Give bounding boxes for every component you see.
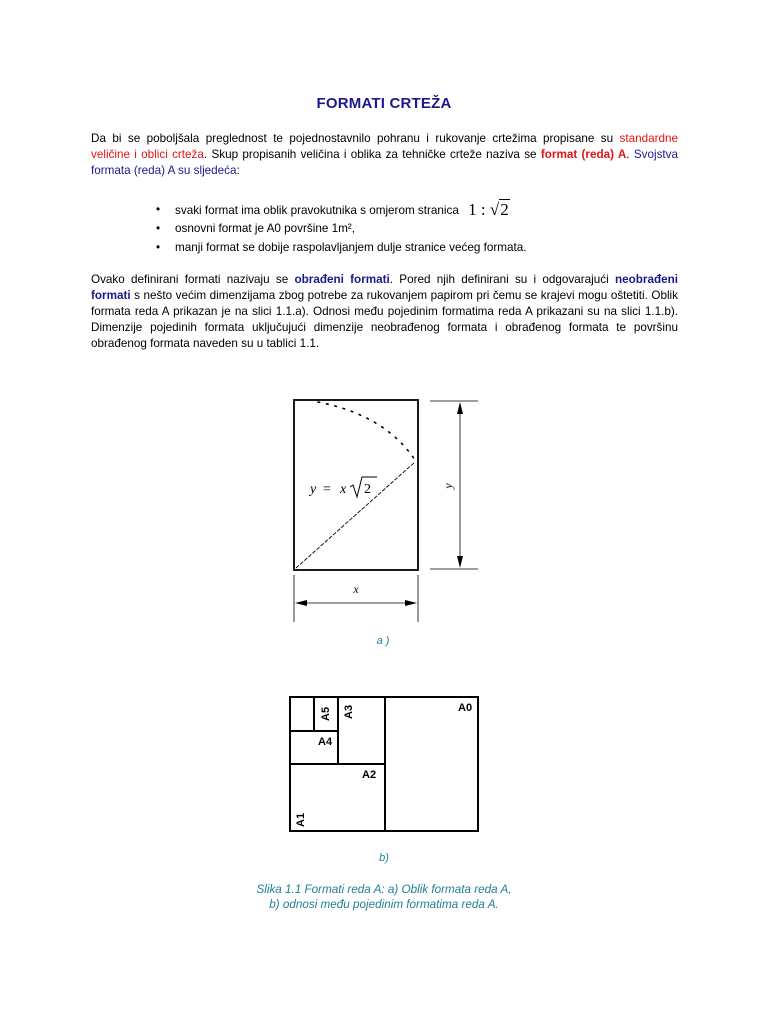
intro-text-1: Da bi se poboljšala preglednost te pojednostavnilo pohranu i rukovanje crtežima propisane su (91, 132, 620, 145)
formula-equals: = (323, 482, 331, 497)
bullet-icon: • (156, 203, 161, 216)
formula-radicand: 2 (364, 482, 371, 497)
figure-a-caption: a ) (376, 635, 390, 647)
label-a1: A1 (295, 812, 307, 827)
figure-b-caption: b) (379, 852, 389, 864)
list-item-text: svaki format ima oblik pravokutnika s omjerom stranica (175, 204, 459, 217)
label-y: y (441, 483, 455, 489)
label-a3: A3 (343, 704, 355, 719)
formats-highlight-processed: obrađeni formati (294, 273, 390, 286)
formula-y: y (310, 482, 317, 497)
formats-text-1: Ovako definirani formati nazivaju se (91, 273, 295, 286)
figure-caption-line-2: b) odnosi među pojedinim formatima reda A. (269, 898, 499, 911)
arrow-y-bottom (457, 556, 463, 568)
sqrt-icon: √2 (489, 200, 509, 219)
intro-text-2: . Skup propisanih veličina i oblika za tehničke crteže naziva se (203, 148, 541, 161)
formats-text-3: s nešto većim dimenzijama zbog potrebe za rukovanjem papirom pri čemu se krajevi mogu oštetiti. Oblik formata reda A prikazan je na slici 1.1.a). Odnosi među pojedinim formatima reda A prikazani su na slici 1.1.b). Dimenzije pojedinih formata uključujući dimenzije neobrađenog formata i obrađenog formata te površinu obrađenog formata naveden su u tablici 1.1. (91, 289, 678, 350)
bullet-icon: • (156, 241, 161, 254)
intro-text-3: . (626, 148, 634, 161)
formats-text-2: . Pored njih definirani su i odgovarajući (389, 273, 615, 286)
list-item-text: osnovni format je A0 površine 1m², (175, 222, 355, 235)
arrow-y-top (457, 402, 463, 414)
arrow-x-left (295, 600, 307, 606)
intro-text-4: : (236, 164, 240, 177)
list-item-text: manji format se dobije raspolavljanjem dulje stranice većeg formata. (175, 241, 527, 254)
bullet-icon: • (156, 222, 161, 235)
label-a2: A2 (362, 769, 377, 781)
figure-b-format-relations (290, 697, 478, 831)
intro-highlight-properties: Svojstva formata (reda) A su sljedeća (91, 148, 678, 177)
intro-highlight-standard: standardne veličine i oblici crteža (91, 132, 678, 161)
formula-x: x (340, 482, 347, 497)
label-a5: A5 (320, 706, 332, 721)
formats-highlight-unprocessed: neobrađeni formati (91, 273, 678, 302)
label-a0: A0 (458, 702, 473, 714)
ratio-formula-radicand: 2 (500, 200, 509, 219)
figure-caption-line-1: Slika 1.1 Formati reda A: a) Oblik formata reda A, (256, 883, 512, 896)
dotted-arc (318, 402, 415, 460)
label-a4: A4 (318, 736, 333, 748)
intro-highlight-format: format (reda) A (540, 148, 627, 161)
page-title: FORMATI CRTEŽA (316, 95, 452, 112)
label-x: x (353, 582, 359, 596)
ratio-formula-left: 1 : (468, 200, 490, 219)
arrow-x-right (405, 600, 417, 606)
diagonal-line (296, 462, 415, 568)
